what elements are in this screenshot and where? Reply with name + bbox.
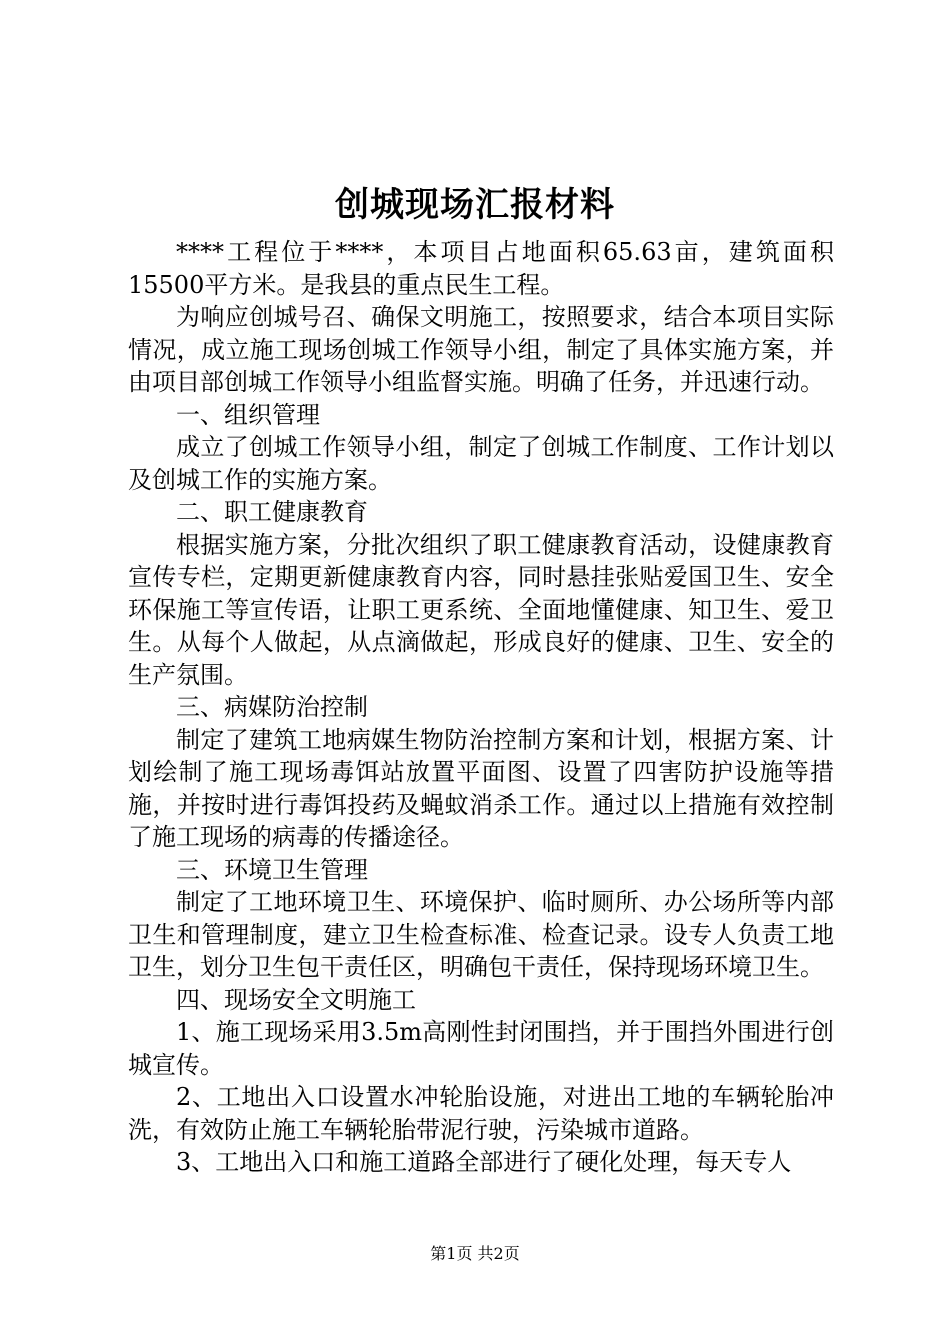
paragraph-organization: 成立了创城工作领导小组，制定了创城工作制度、工作计划以及创城工作的实施方案。	[128, 433, 834, 494]
paragraph-sanitation: 制定了工地环境卫生、环境保护、临时厕所、办公场所等内部卫生和管理制度，建立卫生检查标准、检查记录。设专人负责工地卫生，划分卫生包干责任区，明确包干责任，保持现场环境卫生。	[128, 888, 834, 981]
section-heading-site-safety: 四、现场安全文明施工	[176, 985, 416, 1014]
paragraph-item-3: 3、工地出入口和施工道路全部进行了硬化处理，每天专人	[176, 1148, 792, 1176]
section-heading-organization: 一、组织管理	[176, 400, 320, 429]
section-heading-health-education: 二、职工健康教育	[176, 498, 368, 526]
document-title: 创城现场汇报材料	[335, 185, 615, 225]
paragraph-item-2: 2、工地出入口设置水冲轮胎设施，对进出工地的车辆轮胎冲洗，有效防止施工车辆轮胎带泥行驶，污染城市道路。	[128, 1083, 834, 1144]
paragraph-health-education: 根据实施方案，分批次组织了职工健康教育活动，设健康教育宣传专栏，定期更新健康教育内容，同时悬挂张贴爱国卫生、安全环保施工等宣传语，让职工更系统、全面地懂健康、知卫生、爱卫生。从每个人做起，从点滴做起，形成良好的健康、卫生、安全的生产氛围。	[128, 530, 834, 689]
paragraph-vector-control: 制定了建筑工地病媒生物防治控制方案和计划，根据方案、计划绘制了施工现场毒饵站放置平面图、设置了四害防护设施等措施，并按时进行毒饵投药及蝇蚊消杀工作。通过以上措施有效控制了施工现场的病毒的传播途径。	[128, 725, 834, 851]
paragraph-purpose: 为响应创城号召、确保文明施工，按照要求，结合本项目实际情况，成立施工现场创城工作领导小组，制定了具体实施方案，并由项目部创城工作领导小组监督实施。明确了任务，并迅速行动。	[128, 303, 834, 396]
page-footer: 第1页 共2页	[430, 1244, 520, 1263]
section-heading-sanitation: 三、环境卫生管理	[176, 855, 368, 884]
document-body	[128, 236, 834, 1179]
section-heading-vector-control: 三、病媒防治控制	[176, 693, 368, 721]
paragraph-intro: ****工程位于****，本项目占地面积65.63亩，建筑面积15500平方米。是我县的重点民生工程。	[128, 238, 834, 299]
paragraph-item-1: 1、施工现场采用3.5m高刚性封闭围挡，并于围挡外围进行创城宣传。	[128, 1018, 834, 1079]
